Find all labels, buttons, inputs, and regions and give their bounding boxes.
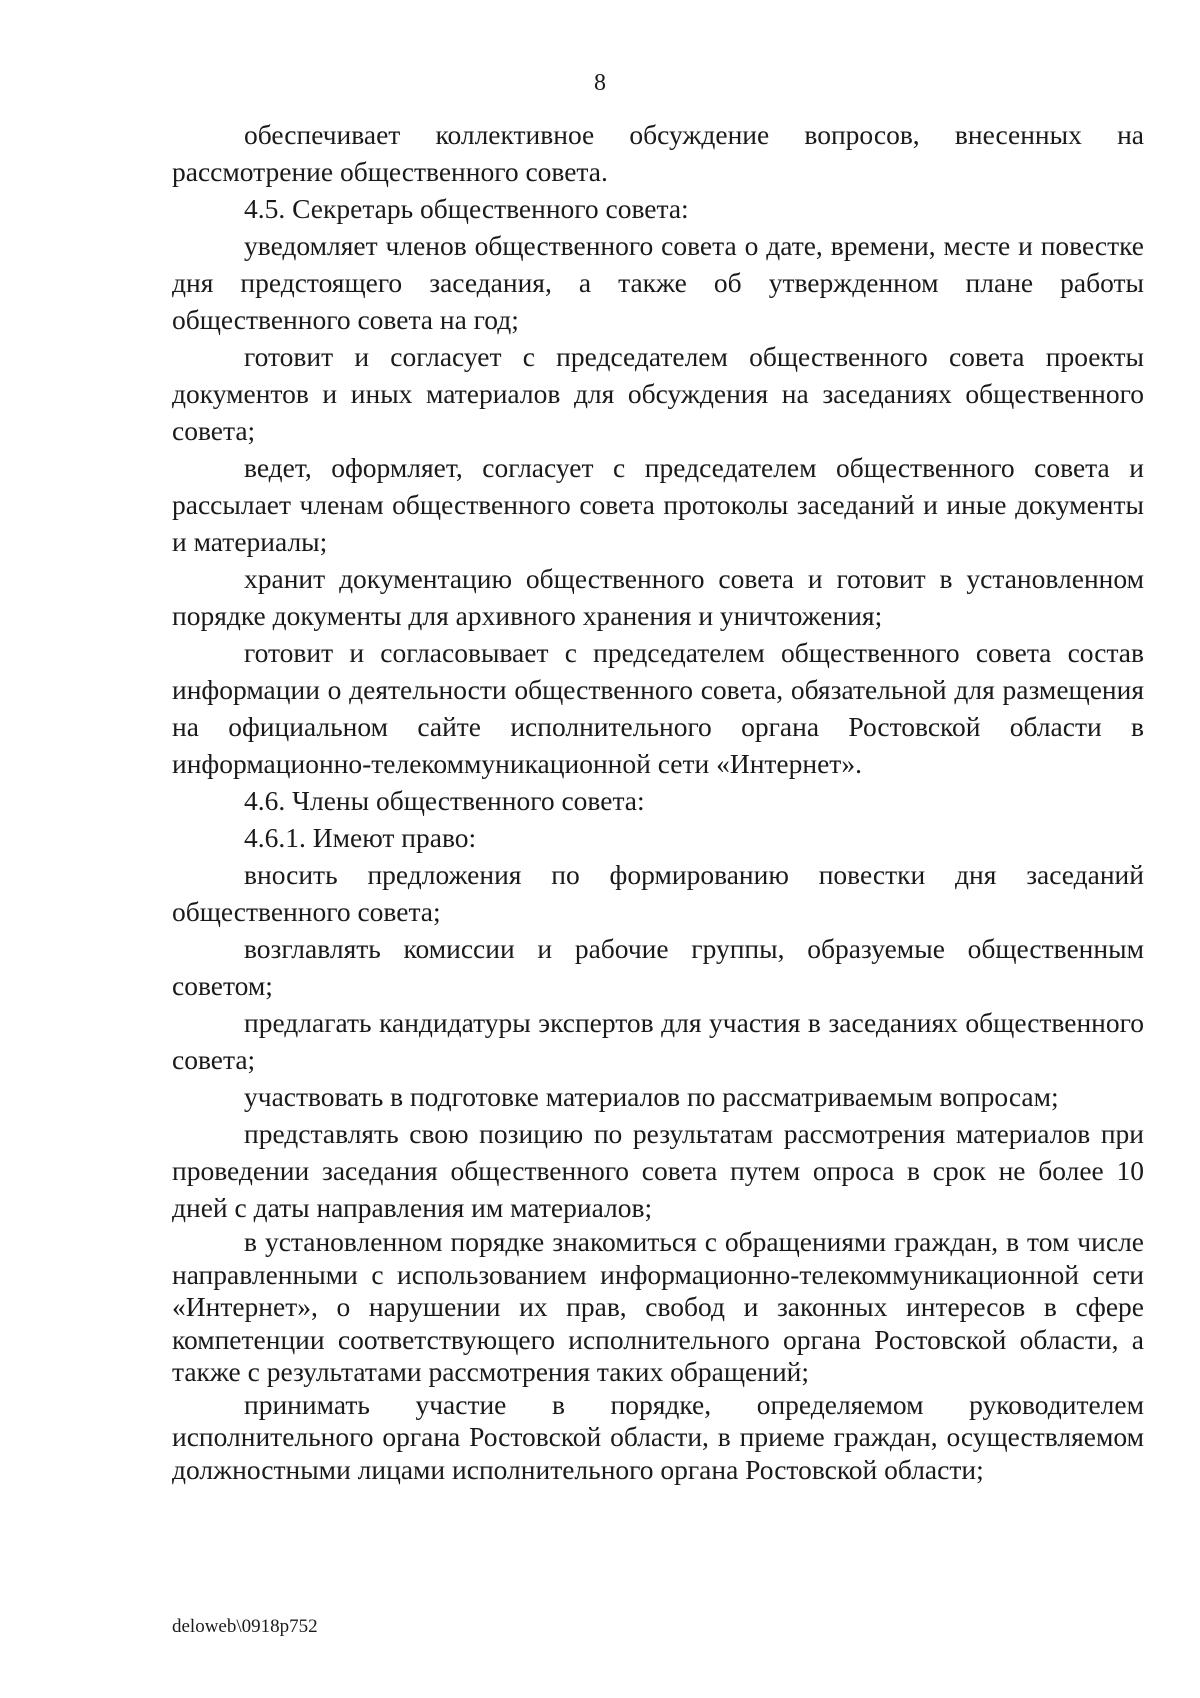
paragraph: уведомляет членов общественного совета о дате, времени, месте и повестке дня предстоящего заседания, а также об утвержденном плане работы общественного совета на год; [172, 230, 1144, 335]
section-heading: 4.5. Секретарь общественного совета: [244, 193, 689, 224]
subsection-heading: 4.6.1. Имеют право: [244, 822, 477, 853]
document-code: deloweb\0918p752 [172, 1616, 318, 1637]
paragraph: представлять свою позицию по результатам рассмотрения материалов при проведении заседания общественного совета путем опроса в срок не более 10 дней с даты направления им материалов; [172, 1118, 1144, 1223]
paragraph: возглавлять комиссии и рабочие группы, образуемые общественным советом; [172, 933, 1144, 1001]
paragraph: вносить предложения по формированию повестки дня заседаний общественного совета; [172, 859, 1144, 927]
page-number: 8 [594, 70, 606, 96]
paragraph: обеспечивает коллективное обсуждение вопросов, внесенных на рассмотрение общественного совета. [172, 119, 1144, 187]
paragraph: участвовать в подготовке материалов по рассматриваемым вопросам; [244, 1081, 1059, 1112]
document-body [172, 116, 1144, 1486]
paragraph: предлагать кандидатуры экспертов для участия в заседаниях общественного совета; [172, 1007, 1144, 1075]
paragraph: ведет, оформляет, согласует с председателем общественного совета и рассылает членам общественного совета протоколы заседаний и иные документы и материалы; [172, 452, 1144, 557]
paragraph: принимать участие в порядке, определяемом руководителем исполнительного органа Ростовской области, в приеме граждан, осуществляемом должностными лицами исполнительного органа Ростовской области; [172, 1388, 1144, 1485]
paragraph: готовит и согласовывает с председателем общественного совета состав информации о деятельности общественного совета, обязательной для размещения на официальном сайте исполнительного органа Ростовской области в информационно-телекоммуникационной сети «Интернет». [172, 637, 1144, 779]
paragraph: готовит и согласует с председателем общественного совета проекты документов и иных материалов для обсуждения на заседаниях общественного совета; [172, 341, 1144, 446]
paragraph: в установленном порядке знакомиться с обращениями граждан, в том числе направленными с использованием информационно-телекоммуникационной сети «Интернет», о нарушении их прав, свобод и законных интересов в сфере компетенции соответствующего исполнительного органа Ростовской области, а также с результатами рассмотрения таких обращений; [172, 1226, 1144, 1387]
section-heading: 4.6. Члены общественного совета: [244, 785, 645, 816]
paragraph: хранит документацию общественного совета и готовит в установленном порядке документы для архивного хранения и уничтожения; [172, 563, 1144, 631]
